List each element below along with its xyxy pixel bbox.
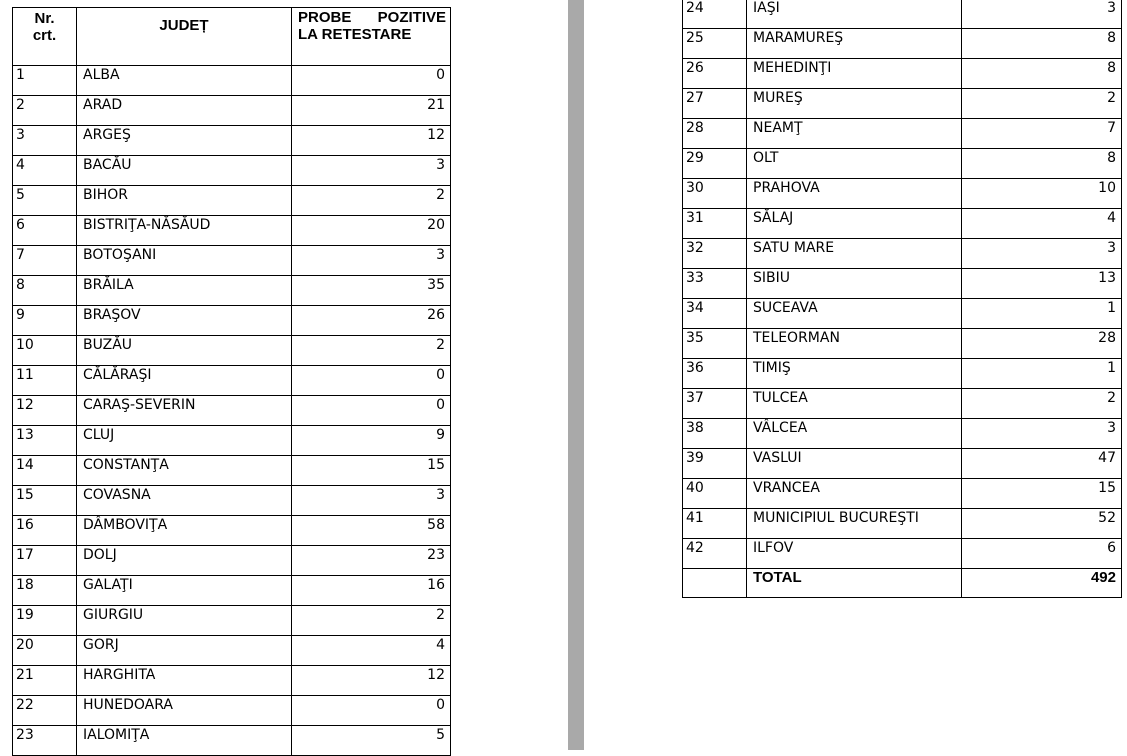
county-name: GIURGIU: [77, 606, 292, 636]
positive-retest-count: 12: [292, 126, 451, 156]
document-page-left: [0, 0, 568, 750]
positive-retest-count: 3: [292, 156, 451, 186]
row-number: 1: [13, 66, 77, 96]
positive-retest-count: 35: [292, 276, 451, 306]
row-number: 27: [683, 89, 747, 119]
table-row: [13, 126, 451, 156]
table-row: [13, 396, 451, 426]
total-value: 492: [962, 569, 1122, 598]
table-row: [13, 156, 451, 186]
table-row: [683, 389, 1122, 419]
county-name: VÂLCEA: [747, 419, 962, 449]
row-number: 37: [683, 389, 747, 419]
county-name: TELEORMAN: [747, 329, 962, 359]
positive-retest-count: 3: [962, 239, 1122, 269]
row-number: 16: [13, 516, 77, 546]
county-name: MUNICIPIUL BUCUREŞTI: [747, 509, 962, 539]
table-row: [13, 456, 451, 486]
row-number: 21: [13, 666, 77, 696]
county-table-part2: [682, 0, 1122, 598]
positive-retest-count: 21: [292, 96, 451, 126]
county-name: BRĂILA: [77, 276, 292, 306]
row-number: 32: [683, 239, 747, 269]
county-name: BOTOŞANI: [77, 246, 292, 276]
positive-retest-count: 23: [292, 546, 451, 576]
county-name: HUNEDOARA: [77, 696, 292, 726]
row-number: 13: [13, 426, 77, 456]
county-name: MARAMUREŞ: [747, 29, 962, 59]
county-name: DOLJ: [77, 546, 292, 576]
row-number: 34: [683, 299, 747, 329]
positive-retest-count: 3: [292, 486, 451, 516]
county-name: ARGEŞ: [77, 126, 292, 156]
county-name: BUZĂU: [77, 336, 292, 366]
row-number: 24: [683, 0, 747, 29]
row-number: 25: [683, 29, 747, 59]
row-number: 40: [683, 479, 747, 509]
positive-retest-count: 3: [962, 0, 1122, 29]
county-name: BRAŞOV: [77, 306, 292, 336]
positive-retest-count: 12: [292, 666, 451, 696]
table-row: [13, 516, 451, 546]
positive-retest-count: 2: [292, 186, 451, 216]
table-row: [683, 479, 1122, 509]
table-row: [683, 29, 1122, 59]
row-number: 30: [683, 179, 747, 209]
positive-retest-count: 4: [962, 209, 1122, 239]
positive-retest-count: 13: [962, 269, 1122, 299]
row-number: 15: [13, 486, 77, 516]
positive-retest-count: 2: [292, 606, 451, 636]
positive-retest-count: 52: [962, 509, 1122, 539]
county-name: MUREŞ: [747, 89, 962, 119]
header-judet: JUDEȚ: [77, 8, 292, 66]
table-row: [13, 186, 451, 216]
row-number: 4: [13, 156, 77, 186]
positive-retest-count: 58: [292, 516, 451, 546]
table-row: [683, 89, 1122, 119]
county-name: BACĂU: [77, 156, 292, 186]
county-name: VRANCEA: [747, 479, 962, 509]
county-table-part1: [12, 7, 451, 756]
row-number: 20: [13, 636, 77, 666]
header-pozitive-word: POZITIVE: [377, 9, 446, 26]
row-number: 33: [683, 269, 747, 299]
row-number: 39: [683, 449, 747, 479]
county-name: TIMIŞ: [747, 359, 962, 389]
county-name: TULCEA: [747, 389, 962, 419]
county-name: COVASNA: [77, 486, 292, 516]
positive-retest-count: 9: [292, 426, 451, 456]
positive-retest-count: 20: [292, 216, 451, 246]
county-name: NEAMŢ: [747, 119, 962, 149]
table-row: [13, 426, 451, 456]
positive-retest-count: 15: [962, 479, 1122, 509]
positive-retest-count: 8: [962, 149, 1122, 179]
row-number: 36: [683, 359, 747, 389]
county-name: GALAŢI: [77, 576, 292, 606]
table-row: [683, 179, 1122, 209]
county-name: VASLUI: [747, 449, 962, 479]
row-number: 28: [683, 119, 747, 149]
total-label: TOTAL: [747, 569, 962, 598]
positive-retest-count: 2: [292, 336, 451, 366]
table-row: [683, 509, 1122, 539]
table-row: [13, 336, 451, 366]
positive-retest-count: 1: [962, 359, 1122, 389]
positive-retest-count: 2: [962, 89, 1122, 119]
positive-retest-count: 7: [962, 119, 1122, 149]
county-name: ILFOV: [747, 539, 962, 569]
row-number: 3: [13, 126, 77, 156]
table-header-row: [13, 8, 451, 66]
row-number: 22: [13, 696, 77, 726]
header-probe-pozitive: [292, 8, 451, 66]
positive-retest-count: 3: [962, 419, 1122, 449]
positive-retest-count: 26: [292, 306, 451, 336]
table-row: [13, 666, 451, 696]
total-row: [683, 569, 1122, 598]
row-number: 41: [683, 509, 747, 539]
county-name: IALOMIŢA: [77, 726, 292, 756]
table-row: [683, 239, 1122, 269]
row-number: 42: [683, 539, 747, 569]
county-name: OLT: [747, 149, 962, 179]
row-number: 17: [13, 546, 77, 576]
table-row: [13, 366, 451, 396]
table-row: [13, 246, 451, 276]
document-page-right: [584, 0, 1127, 750]
row-number: 31: [683, 209, 747, 239]
positive-retest-count: 8: [962, 59, 1122, 89]
table-row: [13, 606, 451, 636]
table-row: [13, 636, 451, 666]
row-number: 29: [683, 149, 747, 179]
county-name: BISTRIŢA-NĂSĂUD: [77, 216, 292, 246]
row-number: 12: [13, 396, 77, 426]
positive-retest-count: 4: [292, 636, 451, 666]
table-row: [13, 486, 451, 516]
table-row: [13, 726, 451, 756]
total-nr-cell: [683, 569, 747, 598]
county-name: MEHEDINŢI: [747, 59, 962, 89]
table-row: [683, 449, 1122, 479]
row-number: 9: [13, 306, 77, 336]
row-number: 10: [13, 336, 77, 366]
row-number: 11: [13, 366, 77, 396]
table-row: [13, 546, 451, 576]
positive-retest-count: 8: [962, 29, 1122, 59]
table-row: [13, 66, 451, 96]
positive-retest-count: 15: [292, 456, 451, 486]
positive-retest-count: 0: [292, 366, 451, 396]
positive-retest-count: 3: [292, 246, 451, 276]
header-nr-line2: crt.: [32, 27, 57, 44]
positive-retest-count: 0: [292, 66, 451, 96]
row-number: 6: [13, 216, 77, 246]
positive-retest-count: 16: [292, 576, 451, 606]
header-probe-word: PROBE: [298, 9, 352, 26]
county-name: BIHOR: [77, 186, 292, 216]
positive-retest-count: 47: [962, 449, 1122, 479]
table-row: [683, 209, 1122, 239]
county-name: GORJ: [77, 636, 292, 666]
row-number: 18: [13, 576, 77, 606]
positive-retest-count: 0: [292, 696, 451, 726]
county-name: SĂLAJ: [747, 209, 962, 239]
county-name: SUCEAVA: [747, 299, 962, 329]
county-name: SIBIU: [747, 269, 962, 299]
table-row: [683, 119, 1122, 149]
table-row: [13, 276, 451, 306]
row-number: 5: [13, 186, 77, 216]
row-number: 35: [683, 329, 747, 359]
table-row: [13, 216, 451, 246]
county-name: ARAD: [77, 96, 292, 126]
positive-retest-count: 5: [292, 726, 451, 756]
table-row: [683, 299, 1122, 329]
table-row: [683, 329, 1122, 359]
row-number: 23: [13, 726, 77, 756]
row-number: 38: [683, 419, 747, 449]
positive-retest-count: 0: [292, 396, 451, 426]
county-name: ALBA: [77, 66, 292, 96]
county-name: DÂMBOVIŢA: [77, 516, 292, 546]
row-number: 8: [13, 276, 77, 306]
table-row: [683, 269, 1122, 299]
table-row: [13, 306, 451, 336]
table-row: [683, 359, 1122, 389]
positive-retest-count: 6: [962, 539, 1122, 569]
table-row: [683, 419, 1122, 449]
header-nr-line1: Nr.: [34, 10, 55, 27]
table-row: [13, 96, 451, 126]
table-row: [683, 0, 1122, 29]
county-name: HARGHITA: [77, 666, 292, 696]
county-name: CONSTANŢA: [77, 456, 292, 486]
row-number: 7: [13, 246, 77, 276]
positive-retest-count: 1: [962, 299, 1122, 329]
table-row: [13, 696, 451, 726]
page-separator: [568, 0, 584, 750]
positive-retest-count: 2: [962, 389, 1122, 419]
table-row: [13, 576, 451, 606]
row-number: 14: [13, 456, 77, 486]
county-name: PRAHOVA: [747, 179, 962, 209]
row-number: 26: [683, 59, 747, 89]
table-row: [683, 149, 1122, 179]
table-row: [683, 59, 1122, 89]
header-nr-crt: [13, 8, 77, 66]
county-name: CLUJ: [77, 426, 292, 456]
header-la-retestare: LA RETESTARE: [298, 26, 412, 43]
county-name: SATU MARE: [747, 239, 962, 269]
county-name: CĂLĂRAŞI: [77, 366, 292, 396]
table-row: [683, 539, 1122, 569]
row-number: 19: [13, 606, 77, 636]
row-number: 2: [13, 96, 77, 126]
positive-retest-count: 10: [962, 179, 1122, 209]
positive-retest-count: 28: [962, 329, 1122, 359]
county-name: CARAŞ-SEVERIN: [77, 396, 292, 426]
county-name: IAŞI: [747, 0, 962, 29]
